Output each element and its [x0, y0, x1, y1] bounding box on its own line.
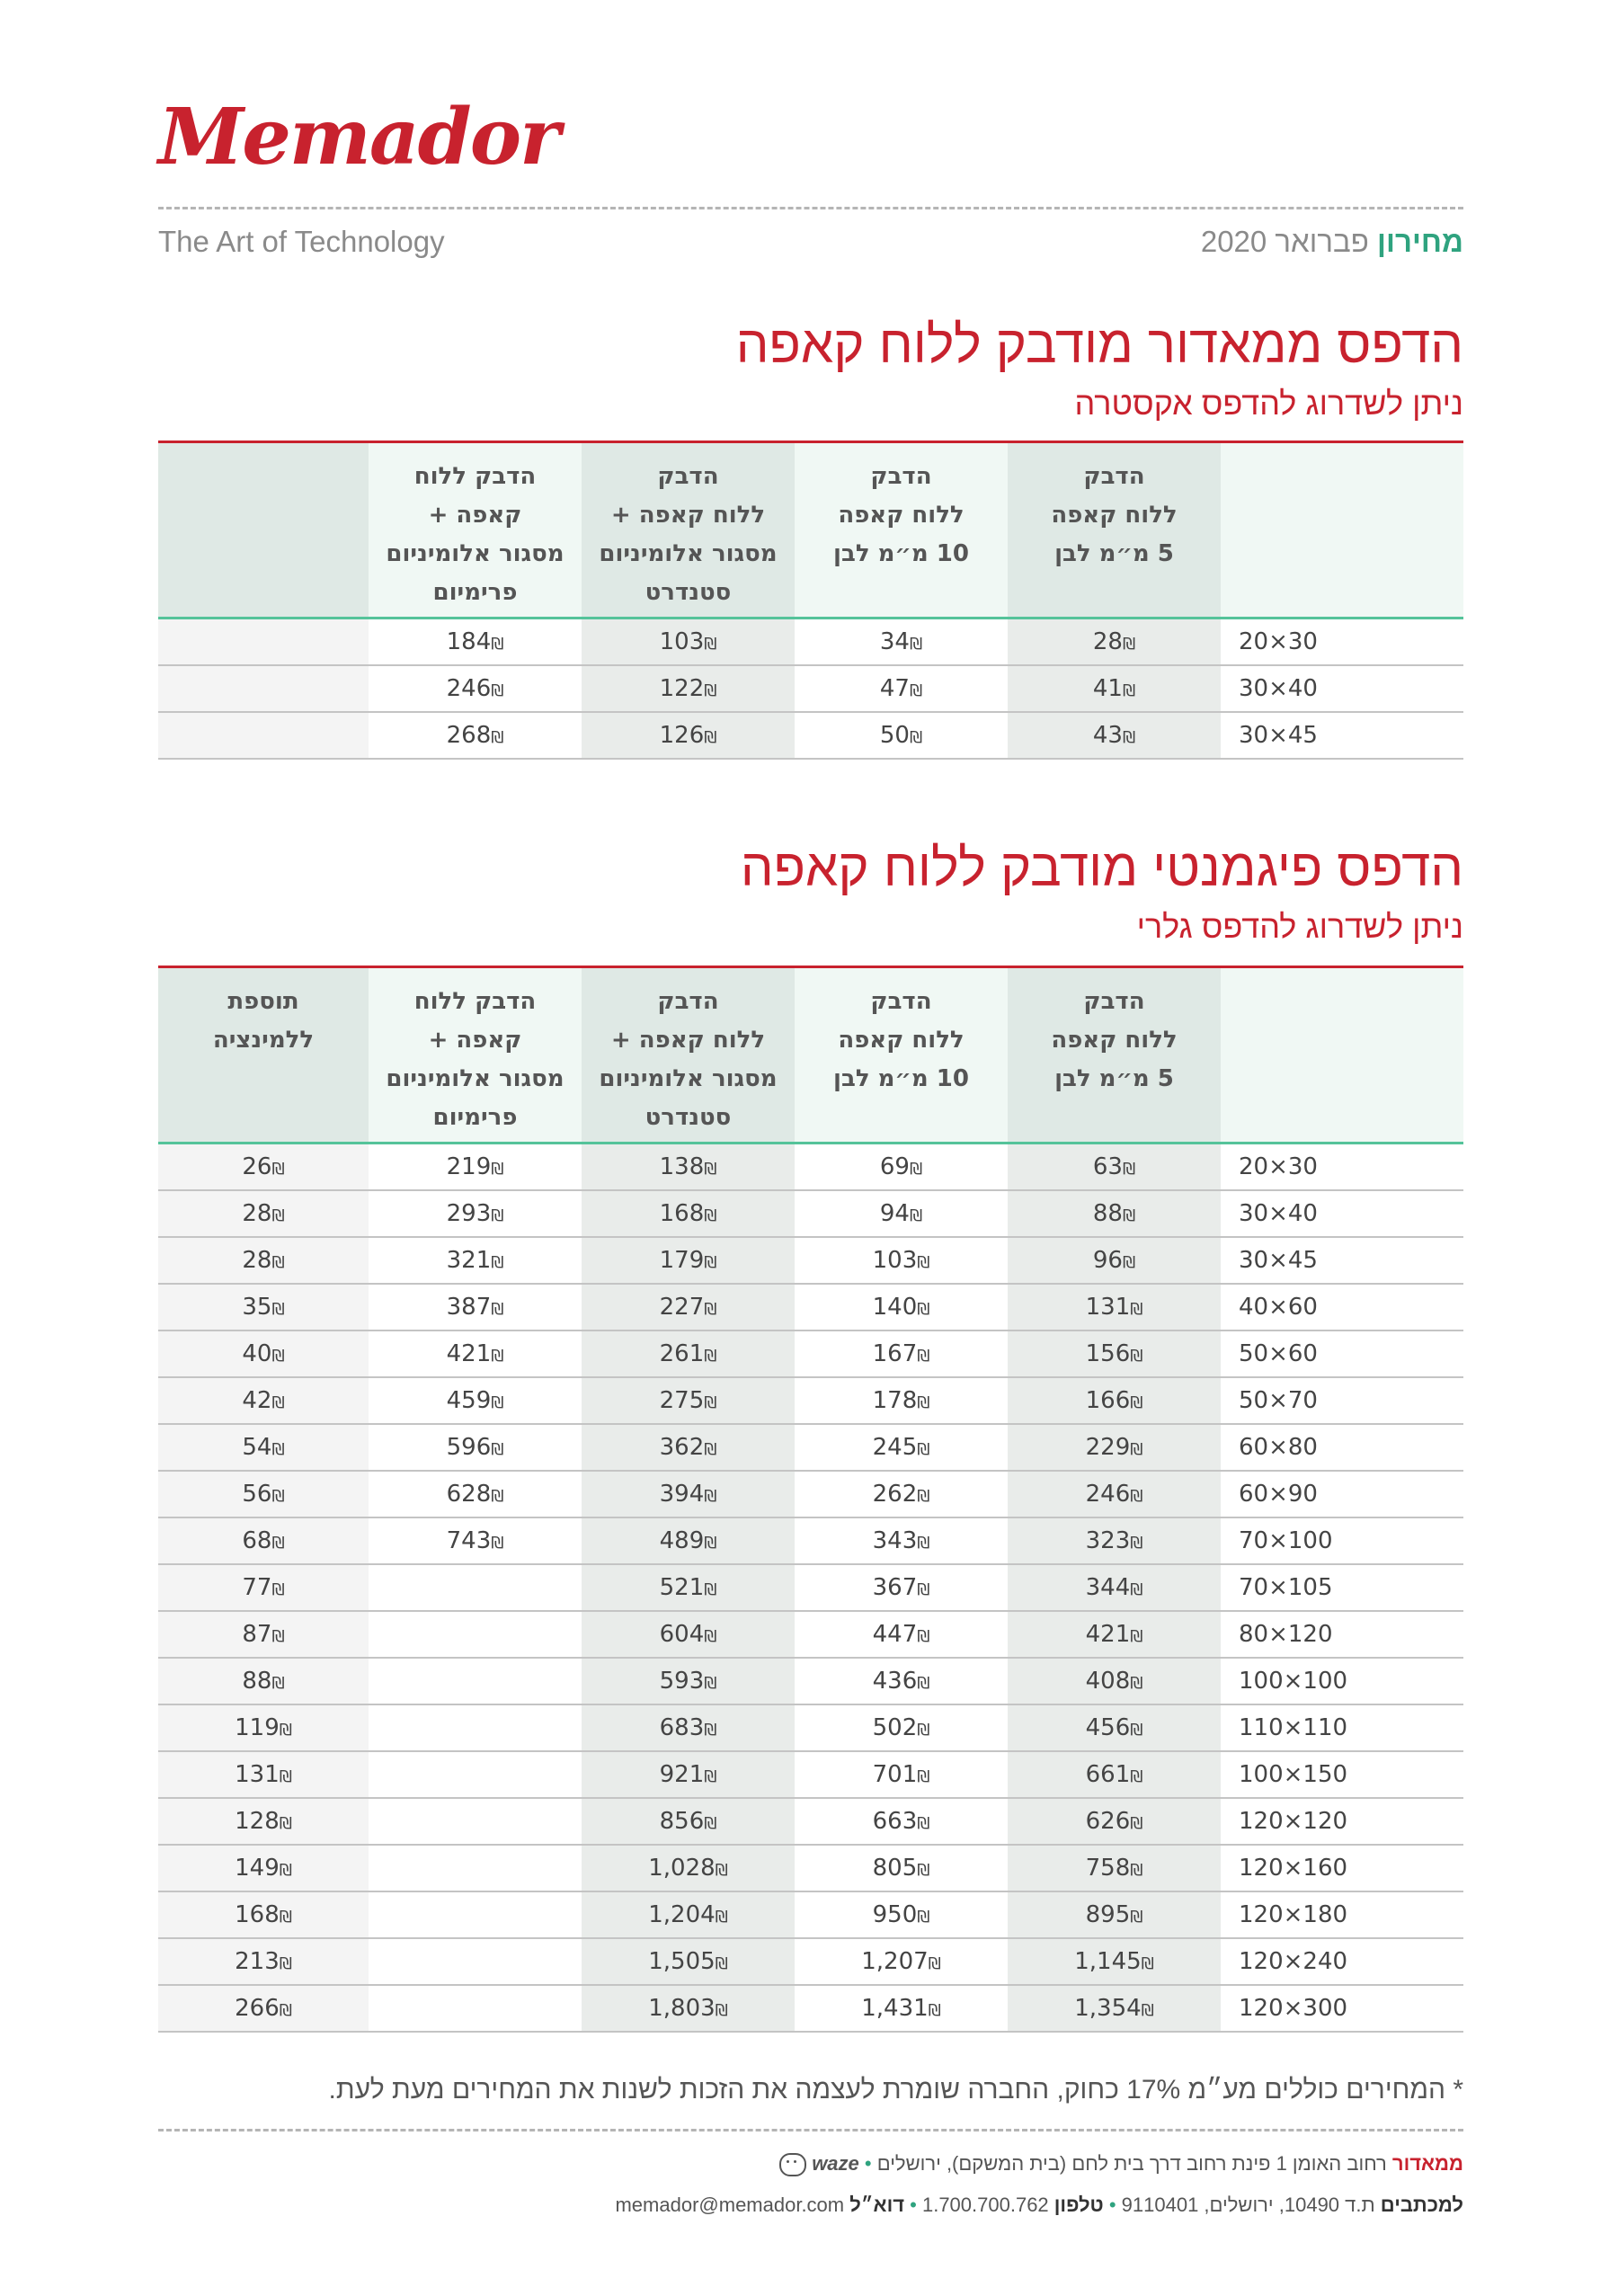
footer-divider	[158, 2129, 1463, 2131]
table-row	[158, 1284, 1463, 1330]
size-cell: 30×40	[1221, 665, 1463, 712]
price-cell: 166₪	[1008, 1377, 1221, 1424]
price-cell: 50₪	[795, 712, 1008, 759]
price-table-section2	[158, 966, 1463, 2033]
price-cell: 604₪	[582, 1611, 795, 1658]
price-cell	[158, 618, 369, 666]
phone-label: טלפון	[1053, 2194, 1104, 2216]
price-cell: 167₪	[795, 1330, 1008, 1377]
price-cell: 96₪	[1008, 1237, 1221, 1284]
table-row	[158, 1377, 1463, 1424]
footer-address-line: ממאדור רחוב האומן 1 פינת רחוב דרך בית לחם (בית המשקם), ירושלים • waze	[779, 2152, 1463, 2176]
price-cell: 35₪	[158, 1284, 369, 1330]
price-cell: 343₪	[795, 1517, 1008, 1564]
column-header: הדבק ללוח קאפה 10 מ״מ לבן	[795, 442, 1008, 618]
price-cell: 227₪	[582, 1284, 795, 1330]
price-cell: 87₪	[158, 1611, 369, 1658]
price-cell: 1,145₪	[1008, 1938, 1221, 1985]
price-cell: 1,431₪	[795, 1985, 1008, 2032]
price-cell: 122₪	[582, 665, 795, 712]
column-header	[1221, 442, 1463, 618]
size-cell: 70×105	[1221, 1564, 1463, 1611]
price-cell: 131₪	[1008, 1284, 1221, 1330]
size-cell: 60×80	[1221, 1424, 1463, 1471]
price-cell: 628₪	[369, 1471, 582, 1517]
price-cell: 131₪	[158, 1751, 369, 1798]
price-cell: 63₪	[1008, 1144, 1221, 1191]
price-cell: 275₪	[582, 1377, 795, 1424]
price-cell: 184₪	[369, 618, 582, 666]
pricelist-label: מחירון	[1377, 225, 1463, 258]
price-cell: 119₪	[158, 1704, 369, 1751]
mail-address: ת.ד 10490, ירושלים, 9110401	[1121, 2194, 1375, 2216]
table-row	[158, 1704, 1463, 1751]
size-cell: 70×100	[1221, 1517, 1463, 1564]
size-cell: 60×90	[1221, 1471, 1463, 1517]
column-header: תוספת ללמינציה	[158, 967, 369, 1144]
price-cell: 447₪	[795, 1611, 1008, 1658]
price-cell: 394₪	[582, 1471, 795, 1517]
table-row	[158, 1611, 1463, 1658]
table-row	[158, 1891, 1463, 1938]
section1-title: הדפס ממאדור מודבק ללוח קאפה	[735, 316, 1463, 374]
size-cell: 110×110	[1221, 1704, 1463, 1751]
price-cell: 34₪	[795, 618, 1008, 666]
size-cell: 120×300	[1221, 1985, 1463, 2032]
price-cell: 246₪	[369, 665, 582, 712]
table-row	[158, 1517, 1463, 1564]
price-cell: 28₪	[1008, 618, 1221, 666]
size-cell: 50×70	[1221, 1377, 1463, 1424]
price-cell: 489₪	[582, 1517, 795, 1564]
price-cell: 88₪	[1008, 1190, 1221, 1237]
column-header: הדבק ללוח קאפה + מסגור אלומיניום סטנדרט	[582, 967, 795, 1144]
price-cell: 140₪	[795, 1284, 1008, 1330]
table-row	[158, 1658, 1463, 1704]
price-cell: 701₪	[795, 1751, 1008, 1798]
price-cell: 56₪	[158, 1471, 369, 1517]
size-cell: 120×120	[1221, 1798, 1463, 1845]
phone-number[interactable]: 1.700.700.762	[921, 2194, 1049, 2216]
price-cell: 1,028₪	[582, 1845, 795, 1891]
price-cell: 950₪	[795, 1891, 1008, 1938]
price-cell: 758₪	[1008, 1845, 1221, 1891]
size-cell: 80×120	[1221, 1611, 1463, 1658]
price-cell	[369, 1751, 582, 1798]
column-header: הדבק ללוח קאפה + מסגור אלומיניום סטנדרט	[582, 442, 795, 618]
price-cell: 41₪	[1008, 665, 1221, 712]
price-cell	[369, 1938, 582, 1985]
price-cell: 1,505₪	[582, 1938, 795, 1985]
price-cell: 94₪	[795, 1190, 1008, 1237]
section1-subtitle: ניתן לשדרוג להדפס אקסטרה	[1074, 385, 1463, 422]
size-cell: 100×150	[1221, 1751, 1463, 1798]
price-cell	[369, 1845, 582, 1891]
price-cell: 661₪	[1008, 1751, 1221, 1798]
price-cell: 268₪	[369, 712, 582, 759]
price-cell: 344₪	[1008, 1564, 1221, 1611]
price-cell: 521₪	[582, 1564, 795, 1611]
size-cell: 30×45	[1221, 712, 1463, 759]
column-header	[1221, 967, 1463, 1144]
table-row	[158, 1845, 1463, 1891]
price-cell: 593₪	[582, 1658, 795, 1704]
pricelist-heading	[1201, 225, 1463, 259]
price-cell	[369, 1704, 582, 1751]
price-cell: 596₪	[369, 1424, 582, 1471]
price-cell: 179₪	[582, 1237, 795, 1284]
price-cell: 321₪	[369, 1237, 582, 1284]
price-cell: 168₪	[158, 1891, 369, 1938]
header-divider	[158, 207, 1463, 209]
column-header: הדבק ללוח קאפה + מסגור אלומיניום פרימיום	[369, 967, 582, 1144]
price-cell	[369, 1798, 582, 1845]
size-cell: 120×180	[1221, 1891, 1463, 1938]
price-cell: 128₪	[158, 1798, 369, 1845]
table-row	[158, 1237, 1463, 1284]
price-cell: 69₪	[795, 1144, 1008, 1191]
section2-title: הדפס פיגמנטי מודבק ללוח קאפה	[740, 839, 1463, 897]
table-row	[158, 712, 1463, 759]
waze-icon[interactable]	[779, 2153, 806, 2176]
price-cell: 26₪	[158, 1144, 369, 1191]
table-row	[158, 1144, 1463, 1191]
table-row	[158, 665, 1463, 712]
price-cell	[369, 1985, 582, 2032]
column-header	[158, 442, 369, 618]
price-cell: 40₪	[158, 1330, 369, 1377]
price-cell: 1,207₪	[795, 1938, 1008, 1985]
price-cell: 266₪	[158, 1985, 369, 2032]
footer-brand: ממאדור	[1391, 2152, 1463, 2175]
price-cell: 362₪	[582, 1424, 795, 1471]
table-row	[158, 1424, 1463, 1471]
price-cell: 895₪	[1008, 1891, 1221, 1938]
price-cell: 367₪	[795, 1564, 1008, 1611]
price-cell: 47₪	[795, 665, 1008, 712]
price-cell: 626₪	[1008, 1798, 1221, 1845]
price-cell: 219₪	[369, 1144, 582, 1191]
waze-label[interactable]: waze	[812, 2152, 859, 2175]
price-cell: 805₪	[795, 1845, 1008, 1891]
price-cell: 408₪	[1008, 1658, 1221, 1704]
price-cell: 421₪	[369, 1330, 582, 1377]
price-cell: 43₪	[1008, 712, 1221, 759]
price-cell: 178₪	[795, 1377, 1008, 1424]
table-header-row	[158, 967, 1463, 1144]
size-cell: 30×45	[1221, 1237, 1463, 1284]
table-header-row	[158, 442, 1463, 618]
table-row	[158, 1798, 1463, 1845]
price-table-section1	[158, 441, 1463, 760]
price-cell: 246₪	[1008, 1471, 1221, 1517]
size-cell: 100×100	[1221, 1658, 1463, 1704]
price-cell	[369, 1611, 582, 1658]
price-cell	[369, 1891, 582, 1938]
column-header: הדבק ללוח קאפה 5 מ״מ לבן	[1008, 442, 1221, 618]
email-address[interactable]: memador@memador.com	[615, 2194, 845, 2216]
price-cell: 436₪	[795, 1658, 1008, 1704]
section2-subtitle: ניתן לשדרוג להדפס גלרי	[1136, 908, 1463, 945]
price-cell: 168₪	[582, 1190, 795, 1237]
vat-note: * המחירים כוללים מע״מ 17% כחוק, החברה שומרת לעצמה את הזכות לשנות את המחירים מעת לעת.	[328, 2075, 1463, 2105]
footer-contact-line: למכתבים ת.ד 10490, ירושלים, 9110401 • טלפון 1.700.700.762 • דוא״ל memador@memador.com	[615, 2194, 1463, 2216]
size-cell: 40×60	[1221, 1284, 1463, 1330]
price-cell: 743₪	[369, 1517, 582, 1564]
price-cell: 103₪	[795, 1237, 1008, 1284]
table-row	[158, 1985, 1463, 2032]
price-cell: 28₪	[158, 1190, 369, 1237]
price-cell: 68₪	[158, 1517, 369, 1564]
price-cell: 229₪	[1008, 1424, 1221, 1471]
table-row	[158, 1938, 1463, 1985]
price-cell: 149₪	[158, 1845, 369, 1891]
price-cell: 1,204₪	[582, 1891, 795, 1938]
column-header: הדבק ללוח קאפה 5 מ״מ לבן	[1008, 967, 1221, 1144]
size-cell: 30×40	[1221, 1190, 1463, 1237]
price-cell: 683₪	[582, 1704, 795, 1751]
price-cell: 293₪	[369, 1190, 582, 1237]
price-cell: 126₪	[582, 712, 795, 759]
price-cell	[158, 712, 369, 759]
price-cell: 323₪	[1008, 1517, 1221, 1564]
size-cell: 50×60	[1221, 1330, 1463, 1377]
price-cell: 245₪	[795, 1424, 1008, 1471]
price-cell: 262₪	[795, 1471, 1008, 1517]
table-row	[158, 618, 1463, 666]
mail-label: למכתבים	[1380, 2194, 1463, 2216]
price-cell: 77₪	[158, 1564, 369, 1611]
table-row	[158, 1564, 1463, 1611]
footer-address: רחוב האומן 1 פינת רחוב דרך בית לחם (בית המשקם), ירושלים	[876, 2152, 1387, 2175]
table-row	[158, 1751, 1463, 1798]
price-cell: 42₪	[158, 1377, 369, 1424]
price-cell: 213₪	[158, 1938, 369, 1985]
price-cell: 1,803₪	[582, 1985, 795, 2032]
price-cell: 54₪	[158, 1424, 369, 1471]
size-cell: 20×30	[1221, 618, 1463, 666]
pricelist-date: פברואר 2020	[1200, 225, 1369, 258]
price-cell: 156₪	[1008, 1330, 1221, 1377]
price-cell: 921₪	[582, 1751, 795, 1798]
price-cell: 663₪	[795, 1798, 1008, 1845]
table-row	[158, 1330, 1463, 1377]
tagline: The Art of Technology	[158, 225, 445, 258]
price-cell: 103₪	[582, 618, 795, 666]
price-cell: 502₪	[795, 1704, 1008, 1751]
table-row	[158, 1471, 1463, 1517]
price-cell: 88₪	[158, 1658, 369, 1704]
price-cell: 421₪	[1008, 1611, 1221, 1658]
price-cell	[158, 665, 369, 712]
price-cell: 456₪	[1008, 1704, 1221, 1751]
price-cell: 138₪	[582, 1144, 795, 1191]
price-cell: 28₪	[158, 1237, 369, 1284]
size-cell: 120×240	[1221, 1938, 1463, 1985]
price-cell	[369, 1564, 582, 1611]
price-cell	[369, 1658, 582, 1704]
size-cell: 120×160	[1221, 1845, 1463, 1891]
email-label: דוא״ל	[849, 2194, 905, 2216]
price-cell: 856₪	[582, 1798, 795, 1845]
memador-logo: Memador	[158, 92, 559, 182]
column-header: הדבק ללוח קאפה + מסגור אלומיניום פרימיום	[369, 442, 582, 618]
price-cell: 261₪	[582, 1330, 795, 1377]
price-cell: 1,354₪	[1008, 1985, 1221, 2032]
price-cell: 387₪	[369, 1284, 582, 1330]
column-header: הדבק ללוח קאפה 10 מ״מ לבן	[795, 967, 1008, 1144]
table-row	[158, 1190, 1463, 1237]
price-cell: 459₪	[369, 1377, 582, 1424]
size-cell: 20×30	[1221, 1144, 1463, 1191]
